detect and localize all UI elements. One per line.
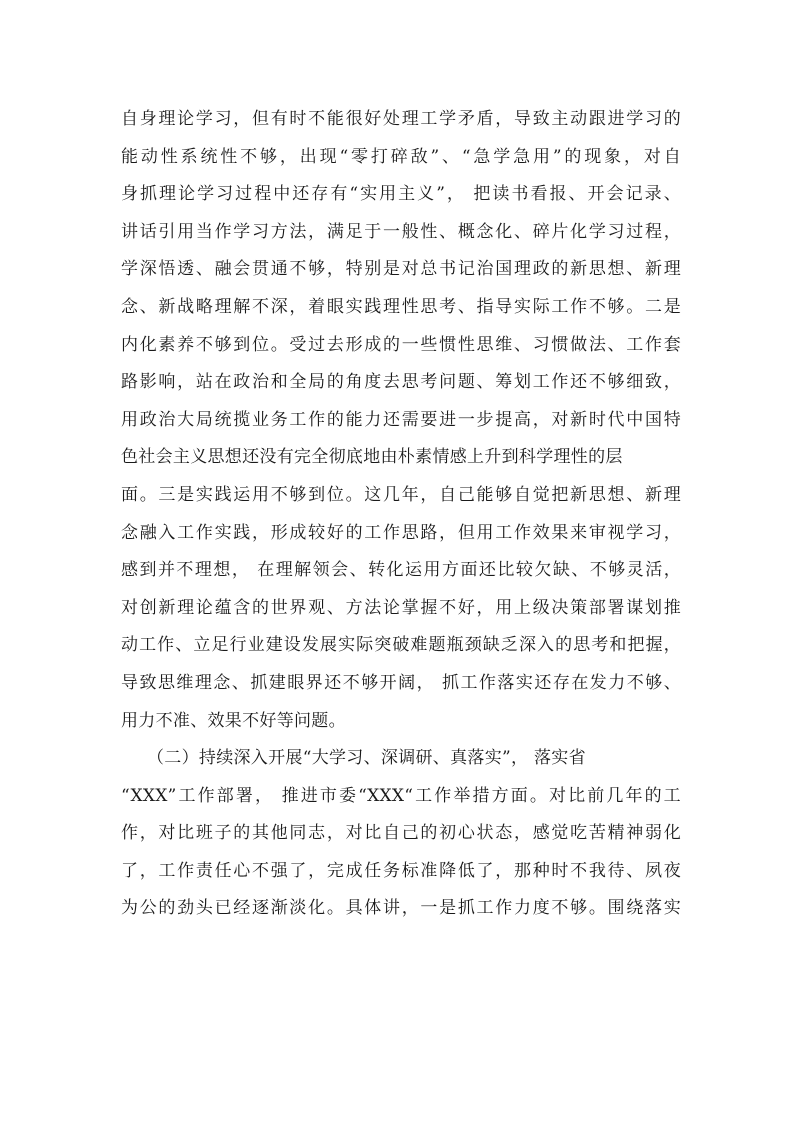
paragraph-line: 讲话引用当作学习方法，满足于一般性、概念化、碎片化学习过程，: [121, 221, 681, 242]
paragraph-line: 作，对比班子的其他同志，对比自己的初心状态，感觉吃苦精神弱化: [121, 823, 681, 844]
paragraph-line: 身抓理论学习过程中还存有“实用主义”， 把读书看报、开会记录、: [121, 184, 681, 205]
document-body: [121, 101, 681, 928]
paragraph-line: 内化素养不够到位。受过去形成的一些惯性思维、习惯做法、工作套: [121, 334, 681, 355]
paragraph-line: “XXX”工作部署， 推进市委“XXX“工作举措方面。对比前几年的工: [121, 785, 681, 806]
paragraph-line: 动工作、立足行业建设发展实际突破难题瓶颈缺乏深入的思考和把握，: [121, 635, 681, 656]
section-heading: （二）持续深入开展“大学习、深调研、真落实”， 落实省: [147, 748, 586, 769]
paragraph-line: 色社会主义思想还没有完全彻底地由朴素情感上升到科学理性的层: [121, 447, 623, 468]
paragraph-line: 对创新理论蕴含的世界观、方法论掌握不好，用上级决策部署谋划推: [121, 597, 681, 618]
paragraph-line: 念融入工作实践，形成较好的工作思路，但用工作效果来审视学习，: [121, 522, 681, 543]
paragraph-line: 自身理论学习，但有时不能很好处理工学矛盾，导致主动跟进学习的: [121, 109, 681, 129]
paragraph-line: 感到并不理想， 在理解领会、转化运用方面还比较欠缺、不够灵活，: [121, 560, 681, 581]
paragraph-line: 用政治大局统揽业务工作的能力还需要进一步提高，对新时代中国特: [121, 409, 681, 430]
paragraph-line: 能动性系统性不够，出现“零打碎敌”、“急学急用”的现象，对自: [121, 146, 681, 167]
paragraph-line: 导致思维理念、抓建眼界还不够开阔， 抓工作落实还存在发力不够、: [121, 672, 681, 693]
paragraph-line: 了，工作责任心不强了，完成任务标准降低了，那种时不我待、夙夜: [121, 860, 681, 881]
paragraph-line: 用力不准、效果不好等问题。: [121, 710, 346, 731]
paragraph-line: 为公的劲头已经逐渐淡化。具体讲，一是抓工作力度不够。围绕落实: [121, 898, 681, 919]
paragraph-line: 路影响，站在政治和全局的角度去思考问题、筹划工作还不够细致，: [121, 372, 681, 393]
paragraph-line: 面。三是实践运用不够到位。这几年，自己能够自觉把新思想、新理: [121, 484, 681, 505]
paragraph-line: 学深悟透、融会贯通不够，特别是对总书记治国理政的新思想、新理: [121, 259, 681, 280]
paragraph-line: 念、新战略理解不深，着眼实践理性思考、指导实际工作不够。二是: [121, 296, 681, 317]
